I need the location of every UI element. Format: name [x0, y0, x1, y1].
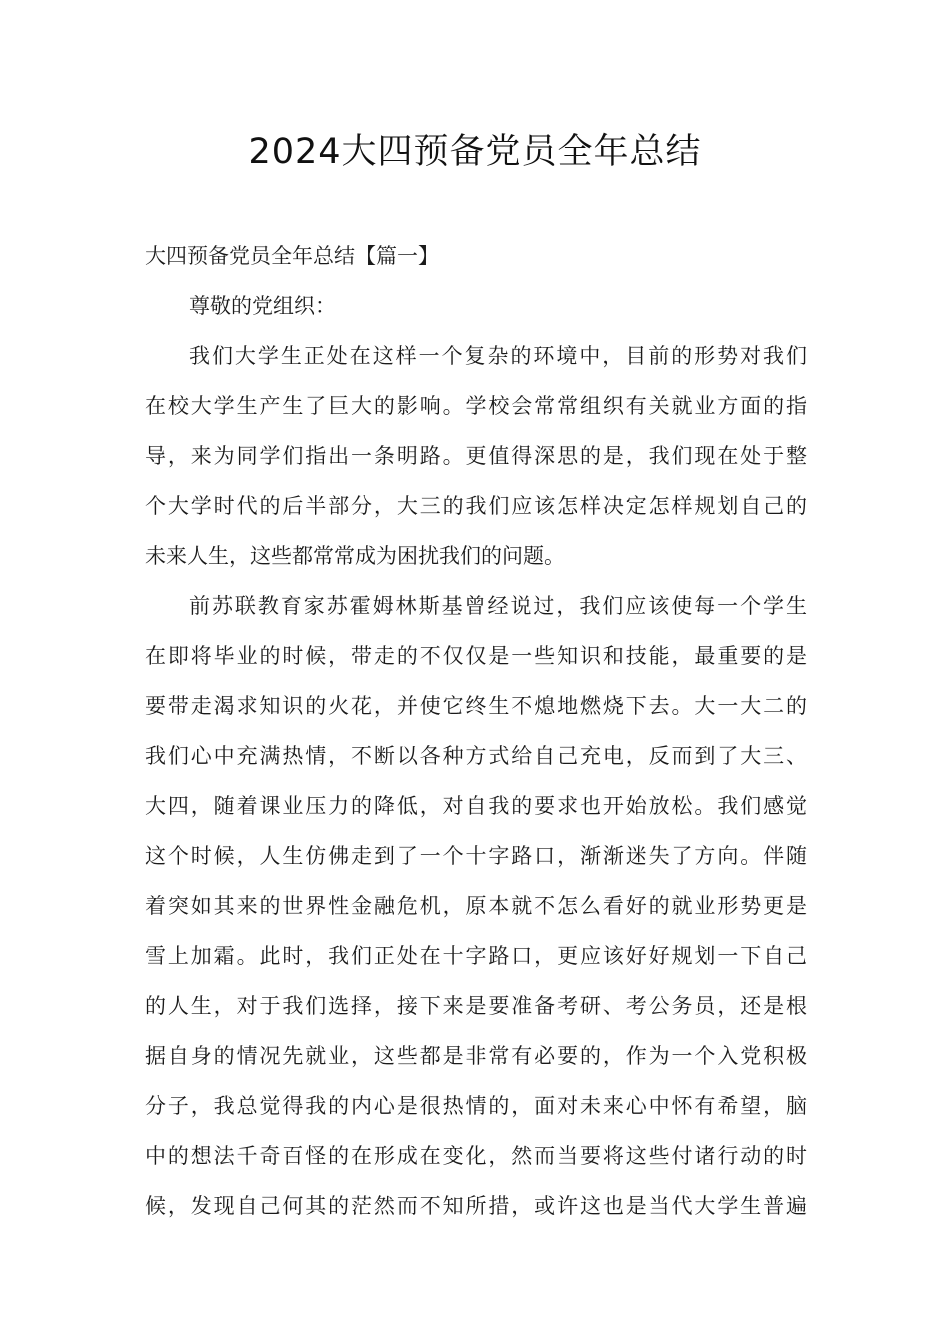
paragraph-line: 在即将毕业的时候，带走的不仅仅是一些知识和技能，最重要的是 — [145, 644, 807, 668]
document-title: 2024大四预备党员全年总结 — [248, 132, 702, 172]
paragraph-line: 这个时候，人生仿佛走到了一个十字路口，渐渐迷失了方向。伴随 — [145, 844, 807, 868]
paragraph-line: 候，发现自己何其的茫然而不知所措，或许这也是当代大学生普遍 — [145, 1194, 807, 1218]
section-heading: 大四预备党员全年总结【篇一】 — [145, 244, 439, 268]
paragraph-line: 我们心中充满热情，不断以各种方式给自己充电，反而到了大三、 — [145, 744, 807, 768]
paragraph-line: 导，来为同学们指出一条明路。更值得深思的是，我们现在处于整 — [145, 444, 807, 468]
paragraph-line: 分子，我总觉得我的内心是很热情的，面对未来心中怀有希望，脑 — [145, 1094, 807, 1118]
paragraph-line: 雪上加霜。此时，我们正处在十字路口，更应该好好规划一下自己 — [145, 944, 807, 968]
paragraph-1 — [145, 331, 807, 581]
paragraph-line: 前苏联教育家苏霍姆林斯基曾经说过，我们应该使每一个学生 — [189, 594, 807, 618]
paragraph-2 — [145, 581, 807, 1231]
paragraph-line: 着突如其来的世界性金融危机，原本就不怎么看好的就业形势更是 — [145, 894, 807, 918]
salutation: 尊敬的党组织： — [189, 294, 336, 318]
paragraph-line: 在校大学生产生了巨大的影响。学校会常常组织有关就业方面的指 — [145, 394, 807, 418]
paragraph-line: 未来人生，这些都常常成为困扰我们的问题。 — [145, 544, 565, 568]
paragraph-line: 我们大学生正处在这样一个复杂的环境中，目前的形势对我们 — [189, 344, 807, 368]
paragraph-line: 的人生，对于我们选择，接下来是要准备考研、考公务员，还是根 — [145, 994, 807, 1018]
paragraph-line: 个大学时代的后半部分，大三的我们应该怎样决定怎样规划自己的 — [145, 494, 807, 518]
paragraph-line: 据自身的情况先就业，这些都是非常有必要的，作为一个入党积极 — [145, 1044, 807, 1068]
paragraph-line: 大四，随着课业压力的降低，对自我的要求也开始放松。我们感觉 — [145, 794, 807, 818]
document-body — [145, 231, 807, 1231]
paragraph-line: 要带走渴求知识的火花，并使它终生不熄地燃烧下去。大一大二的 — [145, 694, 807, 718]
paragraph-line: 中的想法千奇百怪的在形成在变化，然而当要将这些付诸行动的时 — [145, 1144, 807, 1168]
